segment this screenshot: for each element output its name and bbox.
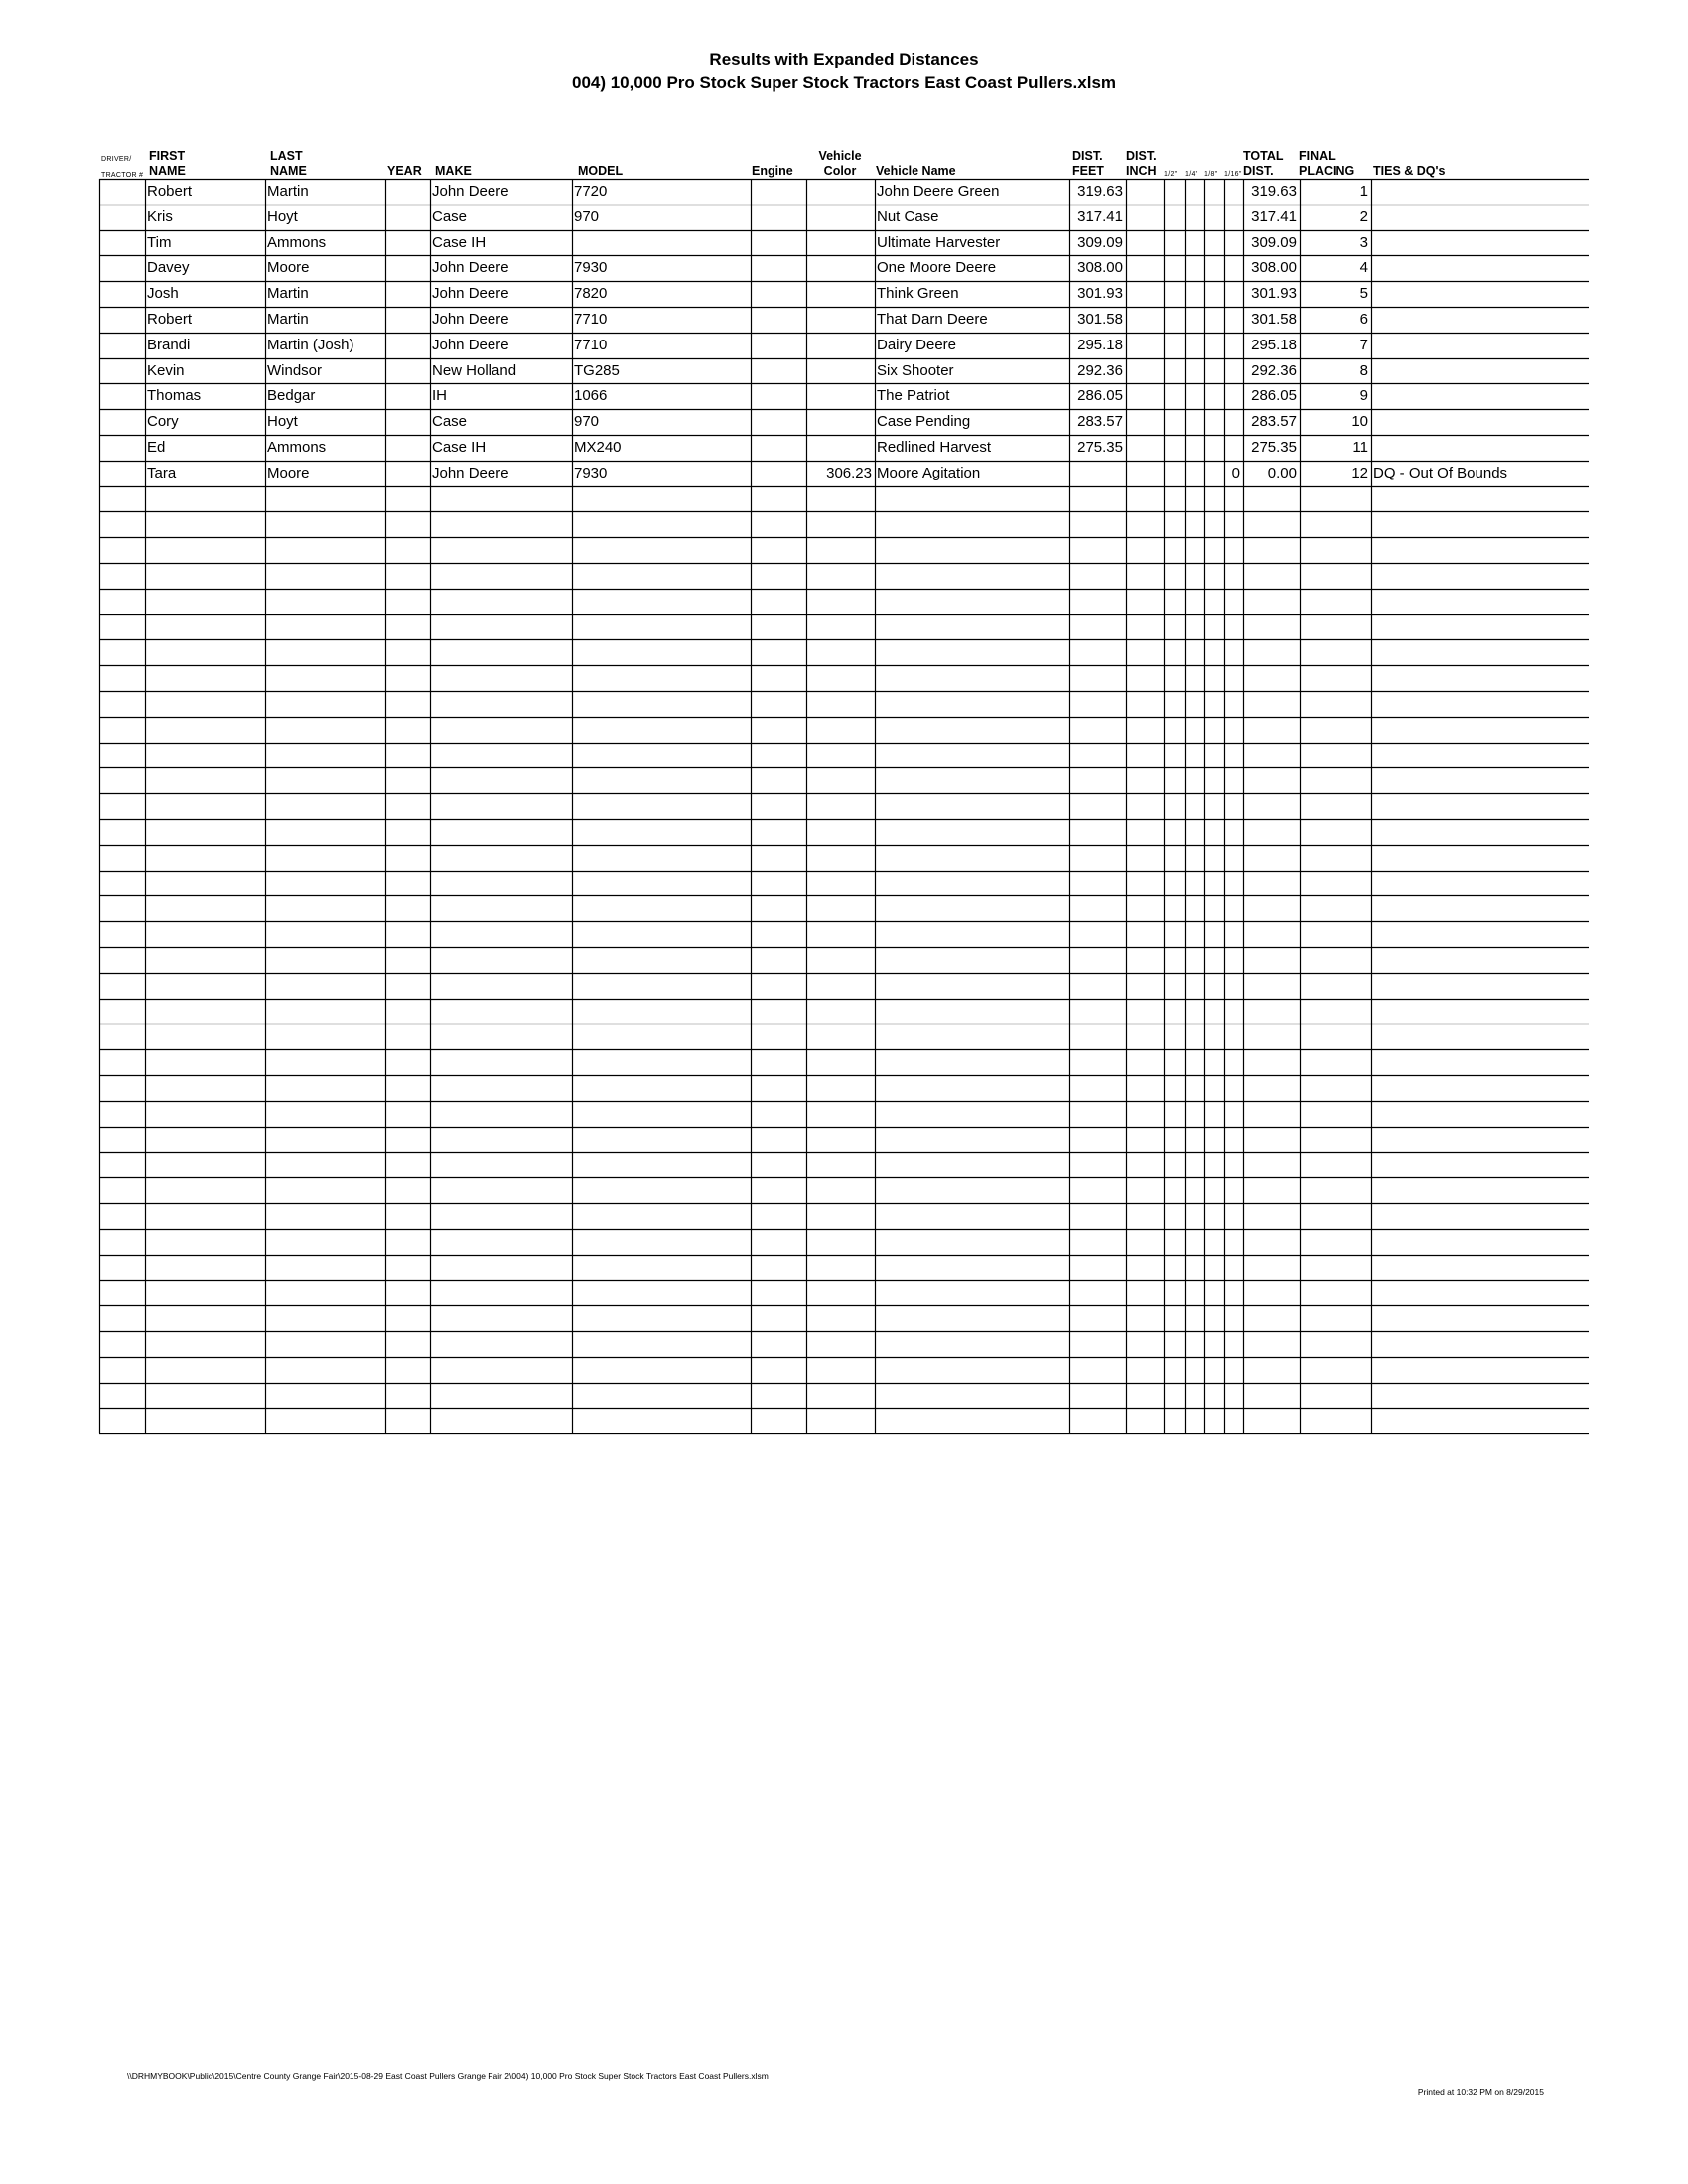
cell-model: TG285 [574,362,620,379]
header-final-bottom: PLACING [1299,164,1355,178]
cell-place: 1 [1359,184,1368,200]
cell-make: Case [432,208,468,225]
header-total-top: TOTAL [1243,149,1284,163]
header-frac-sixteenth: 1/16" [1224,171,1242,178]
cell-vname: Redlined Harvest [877,440,992,456]
header-final-top: FINAL [1299,149,1336,163]
cell-first: Davey [147,260,190,277]
cell-first: Robert [147,312,193,328]
cell-place: 7 [1359,337,1368,353]
cell-total: 0.00 [1267,465,1297,481]
cell-total: 308.00 [1251,260,1297,277]
header-inch-top: DIST. [1126,149,1157,163]
header-vehicle-name: Vehicle Name [876,164,956,178]
cell-make: Case IH [432,440,487,456]
report-subtitle: 004) 10,000 Pro Stock Super Stock Tractors East Coast Pullers.xlsm [571,73,1117,92]
header-total-bottom: DIST. [1243,164,1274,178]
cell-make: Case [432,414,468,431]
cell-model: 970 [574,208,600,225]
cell-vname: Dairy Deere [877,337,957,353]
cell-total: 292.36 [1251,362,1297,379]
cell-model: 7720 [574,184,608,200]
cell-model: 7930 [574,465,608,481]
header-feet-bottom: FEET [1072,164,1104,178]
cell-first: Tim [147,234,172,251]
header-feet-top: DIST. [1072,149,1103,163]
cell-last: Ammons [267,440,327,456]
cell-last: Martin [267,184,309,200]
cell-total: 317.41 [1251,208,1297,225]
cell-vname: One Moore Deere [877,260,997,277]
cell-vname: Think Green [877,286,959,303]
cell-last: Martin (Josh) [267,337,354,353]
header-last-bottom: NAME [270,164,307,178]
cell-make: Case IH [432,234,487,251]
cell-make: IH [432,388,447,405]
header-vehicle-color-bottom: Color [823,164,857,178]
cell-place: 8 [1359,362,1368,379]
cell-total: 319.63 [1251,184,1297,200]
printed-timestamp: Printed at 10:32 PM on 8/29/2015 [1417,2087,1544,2097]
cell-last: Hoyt [267,208,298,225]
cell-vname: That Darn Deere [877,312,988,328]
cell-vname: The Patriot [877,388,950,405]
cell-feet: 275.35 [1077,440,1123,456]
cell-place: 12 [1351,465,1368,481]
cell-place: 3 [1359,234,1368,251]
header-first-bottom: NAME [149,164,186,178]
header-year: YEAR [387,164,422,178]
cell-frac: 0 [1231,465,1240,481]
cell-last: Ammons [267,234,327,251]
cell-total: 275.35 [1251,440,1297,456]
cell-feet: 309.09 [1077,234,1123,251]
cell-first: Kevin [147,362,185,379]
cell-place: 5 [1359,286,1368,303]
cell-make: John Deere [432,312,509,328]
cell-feet: 317.41 [1077,208,1123,225]
header-driver-top: DRIVER/ [101,156,132,163]
cell-place: 6 [1359,312,1368,328]
cell-first: Tara [147,465,177,481]
cell-feet: 308.00 [1077,260,1123,277]
cell-feet: 286.05 [1077,388,1123,405]
cell-vcolor: 306.23 [826,465,872,481]
cell-first: Ed [147,440,166,456]
cell-model: 7710 [574,312,608,328]
cell-place: 11 [1352,440,1368,456]
cell-model: 970 [574,414,600,431]
cell-first: Josh [147,286,179,303]
header-driver-bottom: TRACTOR # [101,172,144,179]
cell-place: 4 [1359,260,1368,277]
cell-make: John Deere [432,286,509,303]
header-vehicle-color-top: Vehicle [818,149,862,163]
cell-model: 7820 [574,286,608,303]
cell-last: Martin [267,312,309,328]
cell-ties: DQ - Out Of Bounds [1373,465,1508,481]
cell-feet: 301.58 [1077,312,1123,328]
header-engine: Engine [752,164,793,178]
header-model: MODEL [578,164,624,178]
cell-model: 7710 [574,337,608,353]
cell-feet: 283.57 [1077,414,1123,431]
cell-first: Cory [147,414,179,431]
cell-vname: Six Shooter [877,362,954,379]
header-frac-half: 1/2" [1164,171,1178,178]
cell-first: Brandi [147,337,191,353]
cell-vname: Moore Agitation [877,465,981,481]
cell-make: John Deere [432,337,509,353]
cell-place: 10 [1351,414,1368,431]
header-ties: TIES & DQ's [1373,164,1446,178]
cell-make: John Deere [432,465,509,481]
cell-place: 2 [1359,208,1368,225]
cell-model: MX240 [574,440,622,456]
header-last-top: LAST [270,149,303,163]
cell-total: 283.57 [1251,414,1297,431]
cell-vname: Ultimate Harvester [877,234,1001,251]
cell-first: Robert [147,184,193,200]
cell-feet: 295.18 [1077,337,1123,353]
header-make: MAKE [435,164,472,178]
cell-last: Hoyt [267,414,298,431]
cell-place: 9 [1359,388,1368,405]
cell-total: 301.93 [1251,286,1297,303]
cell-model: 1066 [574,388,608,405]
cell-feet: 319.63 [1077,184,1123,200]
cell-vname: John Deere Green [877,184,1000,200]
cell-total: 309.09 [1251,234,1297,251]
cell-vname: Case Pending [877,414,971,431]
cell-make: John Deere [432,184,509,200]
header-frac-quarter: 1/4" [1185,171,1198,178]
cell-first: Kris [147,208,173,225]
cell-last: Martin [267,286,309,303]
cell-last: Moore [267,465,310,481]
report-title: Results with Expanded Distances [709,50,979,68]
cell-last: Bedgar [267,388,316,405]
cell-make: John Deere [432,260,509,277]
cell-make: New Holland [432,362,517,379]
header-first-top: FIRST [149,149,186,163]
cell-model: 7930 [574,260,608,277]
cell-total: 286.05 [1251,388,1297,405]
header-inch-bottom: INCH [1126,164,1157,178]
header-frac-eighth: 1/8" [1204,171,1218,178]
cell-vname: Nut Case [877,208,939,225]
file-path-footer: \\DRHMYBOOK\Public\2015\Centre County Grange Fair\2015-08-29 East Coast Pullers Grange Fair 2\004) 10,000 Pro Stock Super Stock Tractors East Coast Pullers.xlsm [127,2071,769,2081]
cell-total: 301.58 [1251,312,1297,328]
cell-total: 295.18 [1251,337,1297,353]
cell-last: Moore [267,260,310,277]
cell-feet: 292.36 [1077,362,1123,379]
cell-last: Windsor [267,362,323,379]
cell-feet: 301.93 [1077,286,1123,303]
cell-first: Thomas [147,388,202,405]
